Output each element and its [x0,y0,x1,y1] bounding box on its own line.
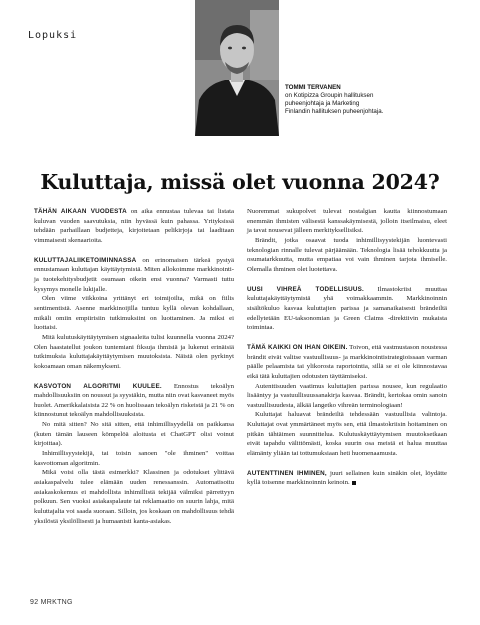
paragraph [34,333,234,372]
paragraph [34,449,234,468]
paragraph [34,256,234,295]
paragraph [34,207,234,246]
paragraph-lead: KULUTTAJALIIKETOIMINNASSA [34,256,137,264]
paragraph-lead: KASVOTON ALGORITMI KUULEE. [34,382,162,390]
paragraph [247,285,447,333]
paragraph-text: Ennostus tekoälyn mahdollisuuksiin on noussut ja syystäkin, mutta niin ovat kasvaneet myös huolet. Amerikkalaisista 22 % on huolissaan tekoälyn riskeistä ja 21 % on kiinnostunut tekoälyn mahdollisuuksista. [34,382,234,419]
paragraph-text: Ilmastokriisi muuttaa kuluttajakäyttäytymistä yhä voimakkaammin. Markkinoinnin sisältökuluo kasvaa kuluttajien parissa ja samanaikaisesti brändeiltä edellytetään EU-taksonomian ja Green Claims -direktiivin mukaista toimintaa. [247,285,447,332]
paragraph-text: Olen viime viikkoina yrittänyt eri toimijoilta, mikä on fiilis sentimentistä. Asenne markkinoijilla tuntuu kyllä olevan kohdallaan, mikäli omiin empiirisiin tutkimuksiini on luottaminen. Ja miksi ei luottaisi. [34,295,234,332]
paragraph-text: Mitä kulutuskäyttäytymisen signaaleita tulisi kuunnella vuonna 2024? Olen haastatellut joukon tuntemiani fiksuja ihmisiä ja lukenut erinäisiä tutkimuksia kuluttajakäyttäytymisen muutoksista. Näistä olen pyrkinyt kokoamaan oman näkemykseni. [34,333,234,370]
paragraph-text: Toivon, että vastmustason noustessa brändit eivät valitse vastuullisuus- ja markkinointistrategioissaan varman päälle pelaamista tai ylikorosta raportointia, sillä se ei ole kiinnostavaa eikä tätä kuluttajien odotusten täyttämiseksi. [247,343,447,380]
right-column [247,207,447,488]
paragraph-text: Autenttisuuden vaatimus kuluttajien parissa nousee, kun regulaatio lisääntyy ja vastuullisuussanakirja kasvaa. Brändit, kertokaa omin sanoin vastuullisuudesta, älkää langetko vihreän terminologiaan! [247,382,447,409]
paragraph-text: on aika ennustaa tulevaa tai listata kuluvan vuoden saavutuksia, niin hyvässä kuin pahassa. Yrityksissä tehdään parhaillaan budjetteja, kirjoitetaan pelikirjoja tai laaditaan vimmaisesti skenaarioita. [34,208,234,244]
paragraph [247,343,447,382]
paragraph-text: juuri sellainen kuin sinäkin olet, löydätte kyllä toisenne markkinoinnin keinoin. [247,469,448,487]
paragraph-text: Kuluttajat haluavat brändeiltä tehdessään vastuullisia valintoja. Kuluttajat ovat ymmärtäneet myös sen, että ilmastokriisin hoitaminen on pitkän tähtäimen suunnittelua. Kulutuskäyttäytymisen muutoksetkaan eivät tapahdu välittömästi, koska suurin osa meistä ei halua muuttaa elämänty yliään tai tottumuksiaan heti huomenaamusta. [247,411,447,458]
paragraph-text: on erinomaisen tärkeä pystyä ennustamaan kuluttajan käyttäytymistä. Miten allokoimme markkinointi- ja tuotekehitysbudjetit osumaan oikein ensi vuonna? Varmasti tuttu kysymys monelle lukijalle. [34,256,234,293]
paragraph [34,468,234,526]
article-headline: Kuluttaja, missä olet vuonna 2024? [40,170,440,194]
paragraph [247,469,447,488]
paragraph-text: No mitä sitten? No sitä sitten, että inhimillisyydellä on paikkansa (kuten tämän lauseen kömpelöä aloitusta ei ChatGPT olisi voinut kirjoittaa). [34,421,234,448]
paragraph [34,294,234,333]
left-column [34,207,234,526]
paragraph [247,207,447,236]
page-footer: 92 MRKTNG [30,599,73,606]
paragraph-text: Mikä voisi olla tästä esimerkki? Klassinen ja odotukset ylittävä asiakaspalvelu tulee elämään uuden renessanssin. Automatisoitu asiakaskokemus ei mahdollista inhimillistä tekijää välmiksi pärrettyyn polkuun. Sen vuoksi asiakaspalaute tai reklamaatio on suurin lahja, mitä kuluttajalta voi saada suoraan. Silloin, jos koskaan on mahdollisuus tehdä yksilöstä yksilöllisesti ja humaanisti kanta-asiakas. [34,469,234,525]
paragraph-lead: TÄHÄN AIKAAN VUODESTA [34,208,127,215]
paragraph [247,382,447,411]
paragraph-text: Brändit, jotka osaavat tuoda inhimillisyystekijän luontevasti teknologian rinnalle tulevat pärjäämään. Teknologia lisää tehokkuutta ja osumatarkkuutta, mutta empatiaa voi vain ihminen tarjota ihmiselle. Olemalla ihminen olet luotettava. [247,236,447,273]
caption-name: TOMMI TERVANEN [285,84,341,91]
end-mark-icon [352,481,356,485]
paragraph [34,420,234,449]
paragraph-text: Inhimillisyystekijä, tai toisin sanoen "ole ihminen" voittaa kasvottoman algoritmin. [34,450,234,467]
paragraph [34,382,234,421]
caption-text: on Kotipizza Groupin hallituksen puheenjohtaja ja Marketing Finlandin hallituksen puheenjohtaja. [285,92,384,116]
paragraph-text: Nuoremmat sukupolvet tulevat nostalgian kautta kiinnostumaan enemmän ihmisten välisestä kanssakäymisestä, jolloin itseilmaisu, eleet ja tavat nousevat jälleen merkityksellisiksi. [247,208,447,235]
portrait-image [195,0,279,136]
paragraph-lead: AUTENTTINEN IHMINEN, [247,469,327,477]
paragraph [247,410,447,458]
paragraph-lead: TÄMÄ KAIKKI ON IHAN OIKEIN. [247,343,348,351]
paragraph [247,236,447,275]
photo-caption [285,84,385,116]
portrait-photo [195,0,279,136]
section-label: Lopuksi [28,30,78,41]
paragraph-lead: UUSI VIHREÄ TODELLISUUS. [247,285,364,293]
